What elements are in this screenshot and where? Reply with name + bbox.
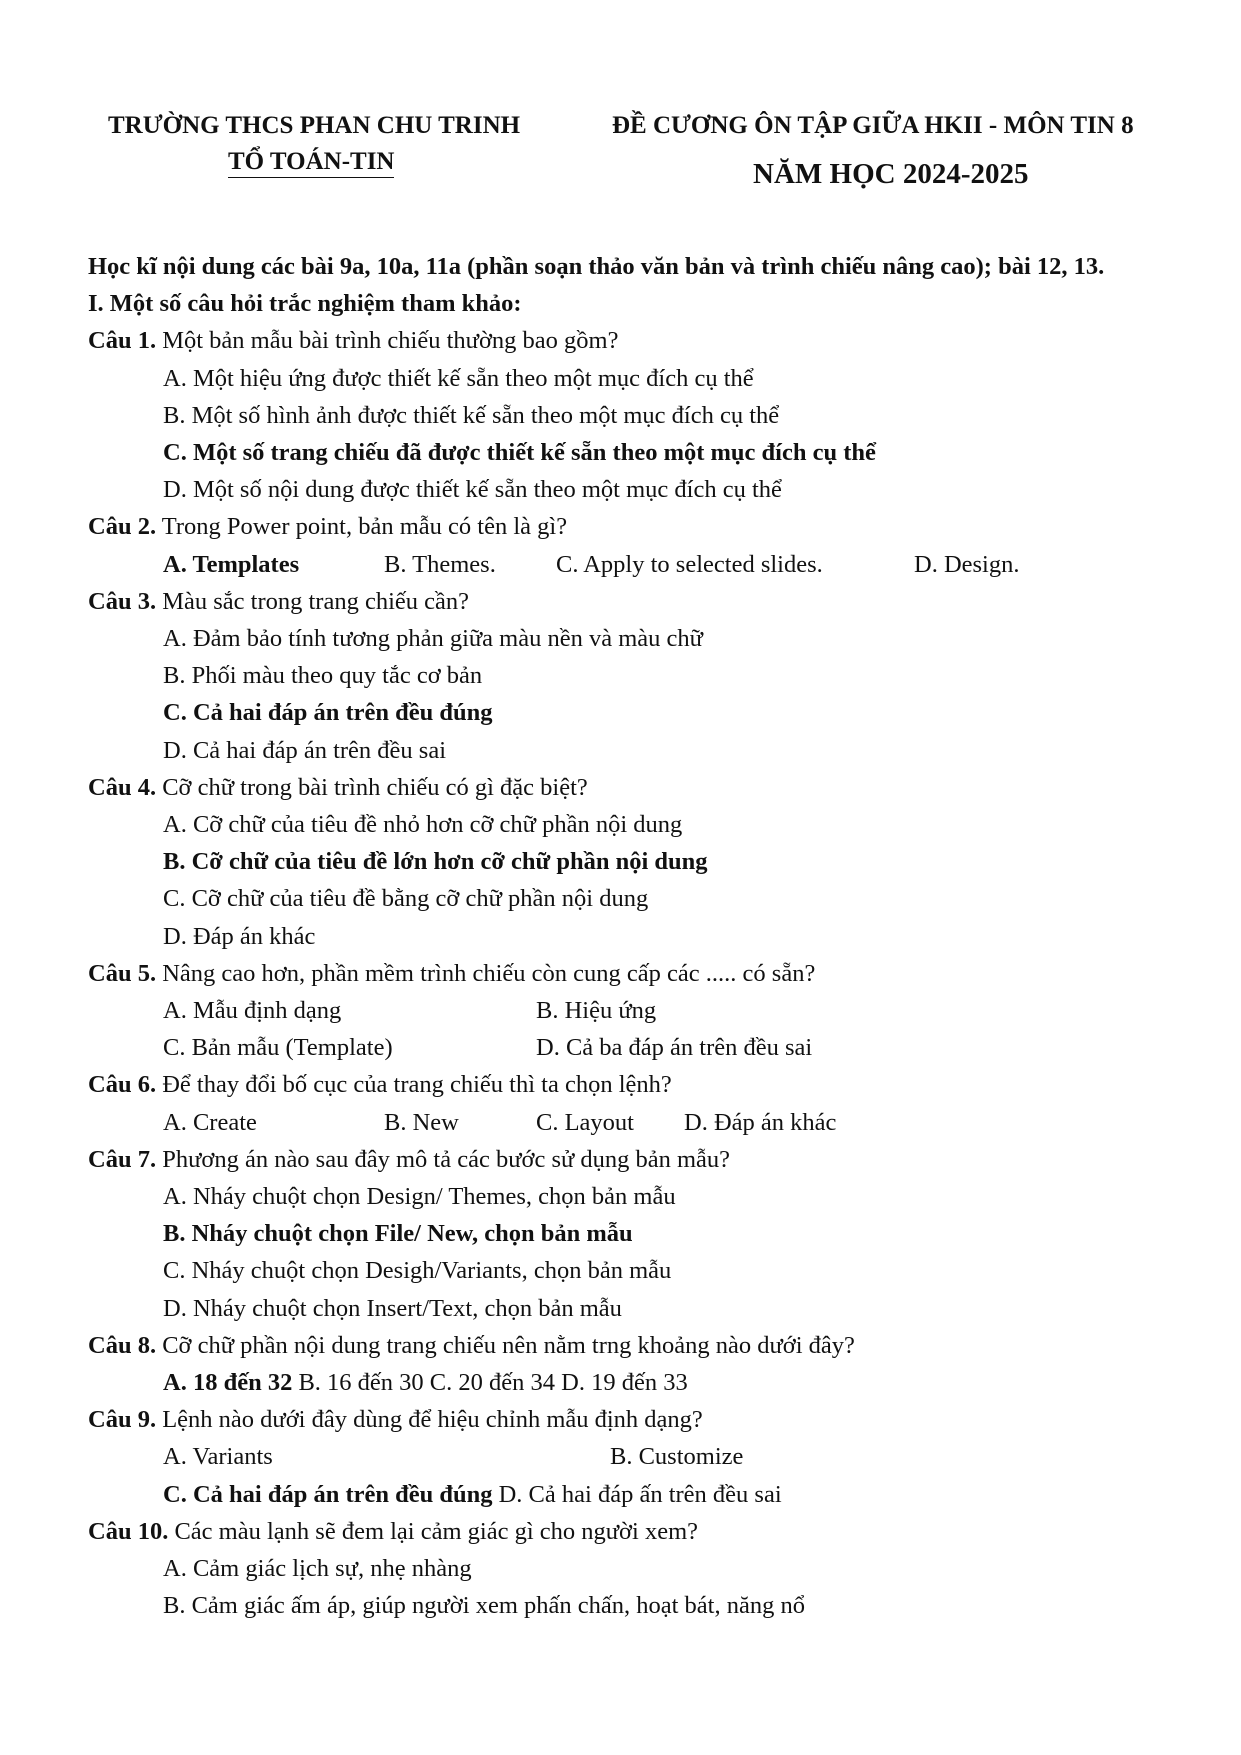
option-a: A. Mẫu định dạng [163, 997, 342, 1025]
option-b: B. Phối màu theo quy tắc cơ bản [163, 662, 483, 690]
question-label: Câu 5. [88, 959, 157, 987]
option-c: C. Bản mẫu (Template) [163, 1034, 393, 1062]
option-b: B. Cảm giác ấm áp, giúp người xem phấn chấn, hoạt bát, năng nổ [163, 1592, 805, 1620]
school-year: NĂM HỌC 2024-2025 [753, 158, 1029, 190]
question-7 [88, 1141, 1168, 1178]
question-text: Trong Power point, bản mẫu có tên là gì? [156, 513, 568, 541]
question-5 [88, 955, 1168, 992]
option-b: B. Hiệu ứng [536, 997, 657, 1025]
option-b: B. Themes. [384, 550, 496, 578]
question-text: Cỡ chữ phần nội dung trang chiếu nên nằm trng khoảng nào dưới đây? [156, 1331, 855, 1359]
question-text: Lệnh nào dưới đây dùng để hiệu chỉnh mẫu định dạng? [156, 1406, 703, 1434]
question-4 [88, 769, 1168, 806]
option-c-correct: C. Cả hai đáp án trên đều đúng [163, 1480, 493, 1508]
option-a: A. Cỡ chữ của tiêu đề nhỏ hơn cỡ chữ phần nội dung [163, 811, 683, 839]
option-a: A. Variants [163, 1443, 273, 1471]
document-body [88, 248, 1168, 1624]
option-a: A. Đảm bảo tính tương phản giữa màu nền và màu chữ [163, 625, 703, 653]
option-a: A. Một hiệu ứng được thiết kế sẵn theo một mục đích cụ thể [163, 364, 754, 392]
question-2 [88, 508, 1168, 545]
option-c: C. 20 đến 34 [429, 1369, 556, 1397]
options-row [88, 992, 1168, 1029]
option-b: B. Customize [610, 1443, 744, 1471]
question-text: Các màu lạnh sẽ đem lại cảm giác gì cho người xem? [168, 1517, 698, 1545]
question-text: Phương án nào sau đây mô tả các bước sử dụng bản mẫu? [156, 1145, 731, 1173]
question-text: Cỡ chữ trong bài trình chiếu có gì đặc biệt? [156, 773, 588, 801]
question-label: Câu 1. [88, 327, 157, 355]
options-row [88, 1029, 1168, 1066]
option-d: D. 19 đến 33 [561, 1369, 688, 1397]
option-c-correct: C. Cả hai đáp án trên đều đúng [163, 699, 493, 727]
question-label: Câu 4. [88, 773, 157, 801]
option-b: B. Một số hình ảnh được thiết kế sẵn theo một mục đích cụ thể [163, 401, 780, 429]
option-a-correct: A. 18 đến 32 [163, 1369, 293, 1397]
document-title: ĐỀ CƯƠNG ÔN TẬP GIỮA HKII - MÔN TIN 8 [612, 112, 1134, 139]
options-row [88, 546, 1168, 583]
options-row [88, 1104, 1168, 1141]
option-c: C. Nháy chuột chọn Desigh/Variants, chọn bản mẫu [163, 1257, 672, 1285]
options-row [88, 1476, 1168, 1513]
question-label: Câu 3. [88, 587, 157, 615]
intro-paragraph: Học kĩ nội dung các bài 9a, 10a, 11a (phần soạn thảo văn bản và trình chiếu nâng cao); bài 12, 13. [88, 253, 1105, 280]
question-6 [88, 1066, 1168, 1103]
options-row [88, 1438, 1168, 1475]
option-b-correct: B. Nháy chuột chọn File/ New, chọn bản mẫu [163, 1220, 633, 1248]
question-text: Màu sắc trong trang chiếu cần? [156, 587, 470, 615]
option-d: D. Cả hai đáp án trên đều sai [163, 736, 447, 764]
question-9 [88, 1401, 1168, 1438]
question-label: Câu 9. [88, 1406, 157, 1434]
option-d: D. Đáp án khác [684, 1108, 837, 1136]
question-text: Một bản mẫu bài trình chiếu thường bao gồm? [156, 327, 619, 355]
options-row [88, 1364, 1168, 1401]
section-title: I. Một số câu hỏi trắc nghiệm tham khảo: [88, 290, 522, 318]
department-name: TỔ TOÁN-TIN [228, 148, 394, 178]
question-text: Để thay đổi bố cục của trang chiếu thì ta chọn lệnh? [156, 1071, 672, 1099]
question-label: Câu 7. [88, 1145, 157, 1173]
option-b: B. 16 đến 30 [298, 1369, 424, 1397]
option-c-correct: C. Một số trang chiếu đã được thiết kế sẵn theo một mục đích cụ thể [163, 439, 876, 467]
option-a: A. Create [163, 1108, 257, 1136]
option-d: D. Cả hai đáp ấn trên đều sai [498, 1480, 782, 1508]
option-d: D. Một số nội dung được thiết kế sẵn theo một mục đích cụ thể [163, 476, 782, 504]
question-3 [88, 583, 1168, 620]
question-label: Câu 10. [88, 1517, 169, 1545]
school-name: TRƯỜNG THCS PHAN CHU TRINH [108, 112, 521, 139]
option-c: C. Cỡ chữ của tiêu đề bằng cỡ chữ phần nội dung [163, 885, 649, 913]
option-b-correct: B. Cỡ chữ của tiêu đề lớn hơn cỡ chữ phần nội dung [163, 848, 708, 876]
question-10 [88, 1513, 1168, 1550]
option-d: D. Nháy chuột chọn Insert/Text, chọn bản mẫu [163, 1294, 622, 1322]
option-c: C. Apply to selected slides. [556, 550, 823, 578]
option-a: A. Nháy chuột chọn Design/ Themes, chọn bản mẫu [163, 1183, 676, 1211]
option-d: D. Design. [914, 550, 1020, 578]
option-d: D. Đáp án khác [163, 922, 316, 950]
question-label: Câu 6. [88, 1071, 157, 1099]
question-1 [88, 322, 1168, 359]
question-label: Câu 2. [88, 513, 157, 541]
option-d: D. Cả ba đáp án trên đều sai [536, 1034, 813, 1062]
question-8 [88, 1327, 1168, 1364]
option-c: C. Layout [536, 1108, 634, 1136]
option-a: A. Cảm giác lịch sự, nhẹ nhàng [163, 1555, 472, 1583]
option-a-correct: A. Templates [163, 550, 300, 578]
question-label: Câu 8. [88, 1331, 157, 1359]
option-b: B. New [384, 1108, 459, 1136]
question-text: Nâng cao hơn, phần mềm trình chiếu còn cung cấp các ..... có sẵn? [156, 959, 816, 987]
